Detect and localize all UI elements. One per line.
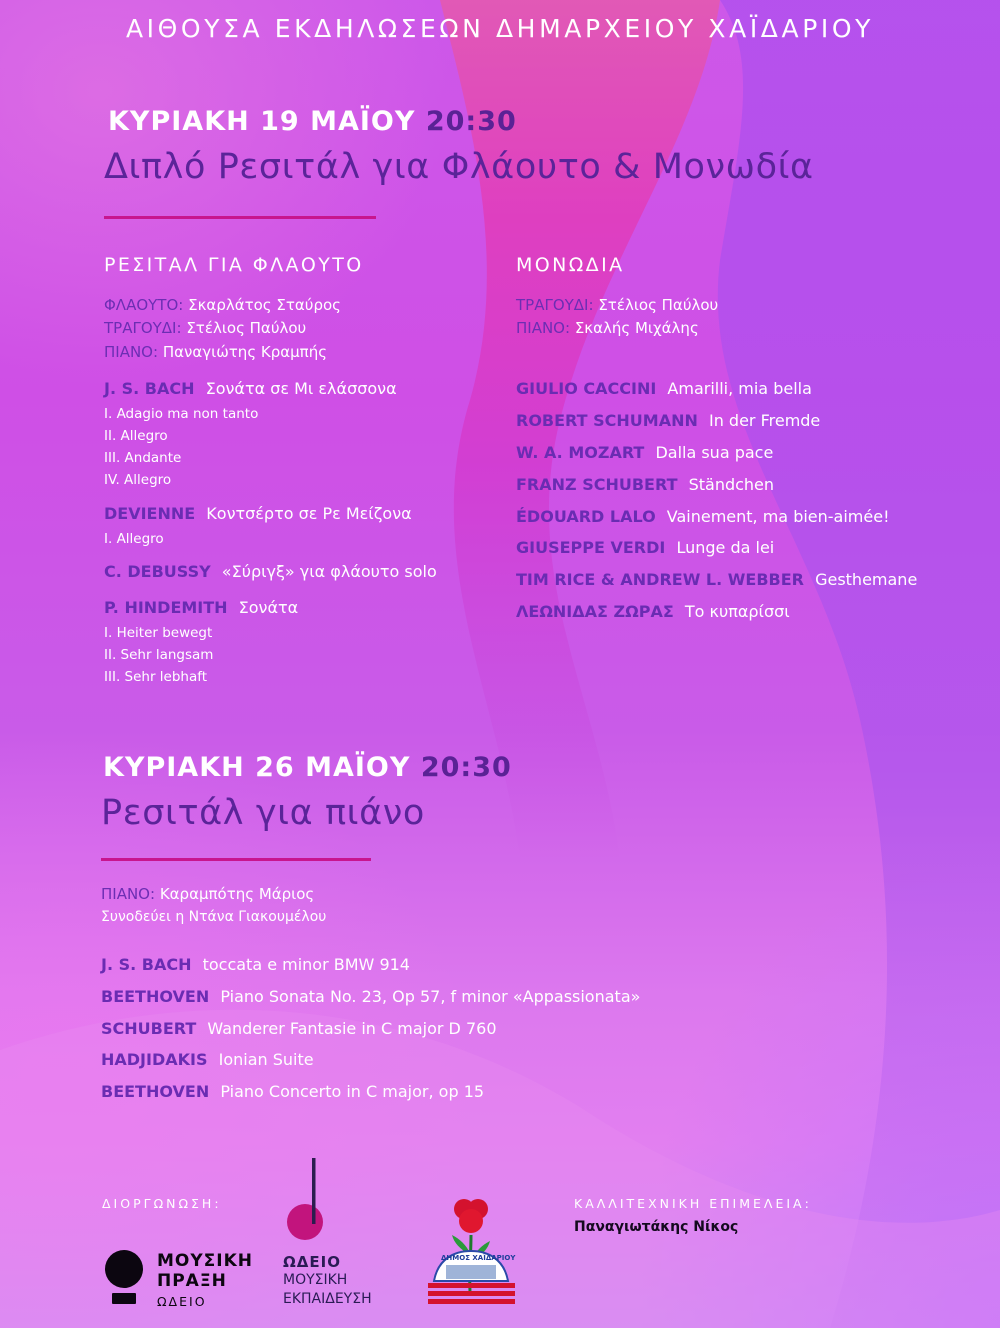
work-title: Ständchen [688,475,775,494]
movement: II. Sehr langsam [104,647,214,663]
composer: J. S. BACH [101,955,192,974]
movement: IV. Allegro [104,472,172,488]
logo2-line2: ΜΟΥΣΙΚΗ [283,1272,348,1288]
work-title: «Σύριγξ» για φλάουτο solo [221,562,437,581]
flute-credit-voice [104,319,306,337]
voice-work [516,507,890,526]
credit-role: ΠΙΑΝΟ: [516,319,571,337]
event1-date: ΚΥΡΙΑΚΗ 19 ΜΑΪΟΥ [108,106,416,137]
venue-title: ΑΙΘΟΥΣΑ ΕΚΔΗΛΩΣΕΩΝ ΔΗΜΑΡΧΕΙΟΥ ΧΑΪΔΑΡΙΟΥ [125,14,875,43]
event1-rule [104,216,376,219]
movement: I. Adagio ma non tanto [104,406,259,422]
logo1-line1: ΜΟΥΣΙΚΗ [157,1251,254,1271]
work-title: In der Fremde [708,411,821,430]
voice-work [516,475,774,494]
movement: III. Sehr lebhaft [104,669,208,685]
event1-date-line [108,106,517,137]
flute-work-debussy [104,562,437,581]
logo2-line1: ΩΔΕΙΟ [283,1253,341,1271]
event2-date-line [103,752,512,783]
credit-name: Παναγιώτης Κραμπής [162,343,328,361]
artistic-direction-label: ΚΑΛΛΙΤΕΧΝΙΚΗ ΕΠΙΜΕΛΕΙΑ: [574,1196,812,1211]
mousiki-praxi-logo-icon [103,1249,147,1309]
movement: I. Allegro [104,531,164,547]
composer: HADJIDAKIS [101,1050,208,1069]
artistic-direction-name: Παναγιωτάκης Νίκος [574,1219,739,1235]
composer: SCHUBERT [101,1019,197,1038]
voice-work [516,379,812,398]
movement: I. Heiter bewegt [104,625,213,641]
credit-role: ΠΙΑΝΟ: [101,885,156,903]
flute-work-hindemith [104,598,298,617]
composer: ÉDOUARD LALO [516,507,656,526]
credit-name: Στέλιος Παύλου [186,319,307,337]
composer: P. HINDEMITH [104,598,228,617]
composer: BEETHOVEN [101,1082,210,1101]
piano-work [101,1082,484,1101]
composer: TIM RICE & ANDREW L. WEBBER [516,570,804,589]
piano-work [101,1050,314,1069]
voice-work [516,443,773,462]
event2-credit-piano [101,885,314,903]
credit-name: Σκαλής Μιχάλης [574,319,699,337]
work-title: toccata e minor BMW 914 [202,955,410,974]
work-title: Vainement, ma bien-aimée! [666,507,890,526]
flute-work-devienne [104,504,412,523]
composer: FRANZ SCHUBERT [516,475,678,494]
work-title: Ionian Suite [218,1050,314,1069]
event2-date: ΚΥΡΙΑΚΗ 26 ΜΑΪΟΥ [103,752,411,783]
work-title: Lunge da lei [676,538,775,557]
voice-work [516,602,790,621]
credit-role: ΦΛΑΟΥΤΟ: [104,296,184,314]
composer: J. S. BACH [104,379,195,398]
work-title: Amarilli, mia bella [667,379,812,398]
credit-role: ΤΡΑΓΟΥΔΙ: [516,296,594,314]
work-title: Piano Sonata No. 23, Op 57, f minor «Appassionata» [220,987,641,1006]
piano-work [101,955,410,974]
event2-accompaniment: Συνοδεύει η Ντάνα Γιακουμέλου [101,909,327,925]
voice-credit-voice [516,296,718,314]
composer: GIUSEPPE VERDI [516,538,666,557]
event2-title: Ρεσιτάλ για πιάνο [101,793,425,833]
flute-credit-piano [104,343,327,361]
logo3-text: ΔΗΜΟΣ ΧΑΪΔΑΡΙΟΥ [441,1254,516,1262]
work-title: Piano Concerto in C major, op 15 [220,1082,485,1101]
voice-work [516,411,820,430]
credit-role: ΠΙΑΝΟ: [104,343,159,361]
work-title: Wanderer Fantasie in C major D 760 [207,1019,497,1038]
dimos-chaidariou-logo-icon [424,1195,519,1309]
work-title: Dalla sua pace [655,443,774,462]
voice-work [516,570,917,589]
event1-time: 20:30 [425,106,517,137]
flute-heading: ΡΕΣΙΤΑΛ ΓΙΑ ΦΛΑΟΥΤΟ [104,254,364,276]
event1-title: Διπλό Ρεσιτάλ για Φλάουτο & Μονωδία [104,147,814,187]
credit-name: Σκαρλάτος Σταύρος [188,296,341,314]
composer: BEETHOVEN [101,987,210,1006]
movement: III. Andante [104,450,182,466]
voice-heading: ΜΟΝΩΔΙΑ [516,254,625,276]
composer: C. DEBUSSY [104,562,211,581]
logo2-line3: ΕΚΠΑΙΔΕΥΣΗ [283,1291,372,1307]
flute-work-bach [104,379,397,398]
credit-name: Καραμπότης Μάριος [159,885,315,903]
work-title: Σονάτα [238,598,299,617]
piano-work [101,1019,497,1038]
work-title: Σονάτα σε Μι ελάσσονα [205,379,397,398]
event2-time: 20:30 [420,752,512,783]
organizer-label: ΔΙΟΡΓΩΝΩΣΗ: [102,1196,222,1211]
voice-credit-piano [516,319,699,337]
flute-credit-flute [104,296,341,314]
logo1-line2: ΠΡΑΞΗ [157,1271,227,1291]
work-title: Το κυπαρίσσι [684,602,790,621]
logo1-line3: ΩΔΕΙΟ [157,1294,207,1309]
movement: II. Allegro [104,428,168,444]
odeio-logo-icon [282,1156,332,1242]
composer: W. A. MOZART [516,443,645,462]
credit-role: ΤΡΑΓΟΥΔΙ: [104,319,182,337]
piano-work [101,987,640,1006]
composer: DEVIENNE [104,504,196,523]
work-title: Gesthemane [815,570,918,589]
credit-name: Στέλιος Παύλου [598,296,719,314]
event2-rule [101,858,371,861]
composer: ΛΕΩΝΙΔΑΣ ΖΩΡΑΣ [516,602,674,621]
work-title: Κοντσέρτο σε Ρε Μείζονα [206,504,412,523]
voice-work [516,538,774,557]
composer: ROBERT SCHUMANN [516,411,698,430]
composer: GIULIO CACCINI [516,379,657,398]
